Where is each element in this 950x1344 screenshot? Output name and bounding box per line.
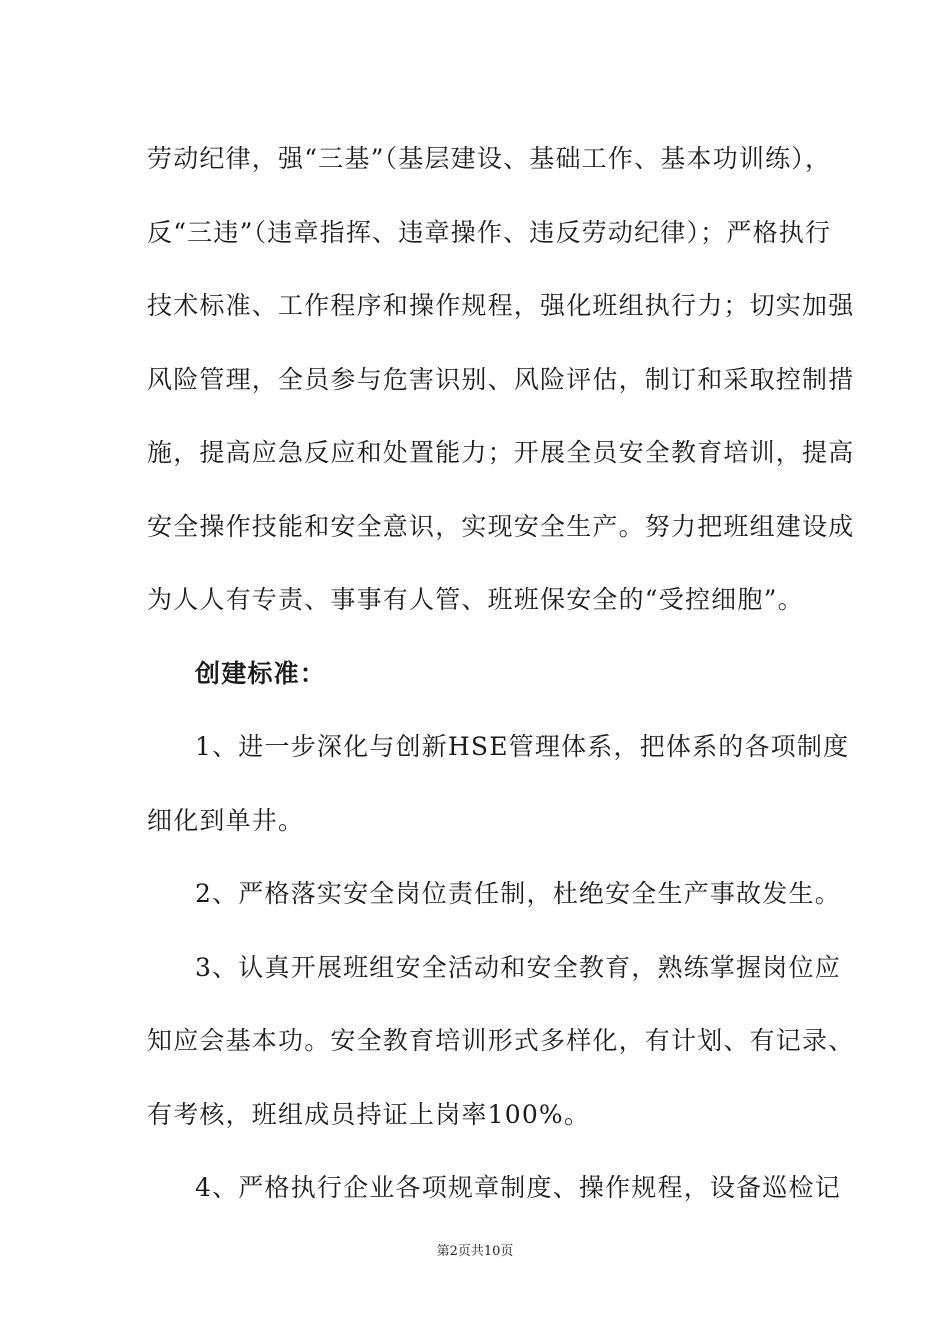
text-line: 安全操作技能和安全意识，实现安全生产。努力把班组建设成: [147, 511, 855, 541]
text-line: 施，提高应急反应和处置能力；开展全员安全教育培训，提高: [147, 438, 855, 467]
text-line: 2、严格落实安全岗位责任制，杜绝安全生产事故发生。: [195, 879, 841, 908]
list-item-4: [147, 1151, 841, 1225]
text-line: 劳动纪律，强“三基”（基层建设、基础工作、基本功训练），: [147, 144, 832, 173]
text-line: 有考核，班组成员持证上岗率100%。: [147, 1099, 591, 1129]
section-heading: 创建标准：: [195, 658, 327, 688]
text-line: 3、认真开展班组安全活动和安全教育，熟练掌握岗位应: [195, 952, 841, 982]
list-item-2: [147, 857, 841, 931]
text-line: 4、严格执行企业各项规章制度、操作规程，设备巡检记: [195, 1173, 841, 1202]
text-line: 为人人有专责、事事有人管、班班保安全的“受控细胞”。: [147, 585, 804, 614]
text-line: 技术标准、工作程序和操作规程，强化班组执行力；切实加强: [147, 291, 855, 320]
text-line: 细化到单井。: [147, 805, 305, 835]
list-item-1: [147, 710, 850, 857]
text-line: 风险管理，全员参与危害识别、风险评估，制订和采取控制措: [147, 364, 855, 394]
page-number-footer: 第2页共10页: [436, 1244, 514, 1259]
list-item-3: [147, 931, 855, 1152]
document-body: [147, 122, 855, 1225]
text-line: 1、进一步深化与创新HSE管理体系，把体系的各项制度: [195, 732, 850, 761]
text-line: 知应会基本功。安全教育培训形式多样化，有计划、有记录、: [147, 1026, 855, 1055]
paragraph-intro: [147, 122, 855, 637]
text-line: 反“三违”（违章指挥、违章操作、违反劳动纪律）；严格执行: [147, 217, 832, 247]
